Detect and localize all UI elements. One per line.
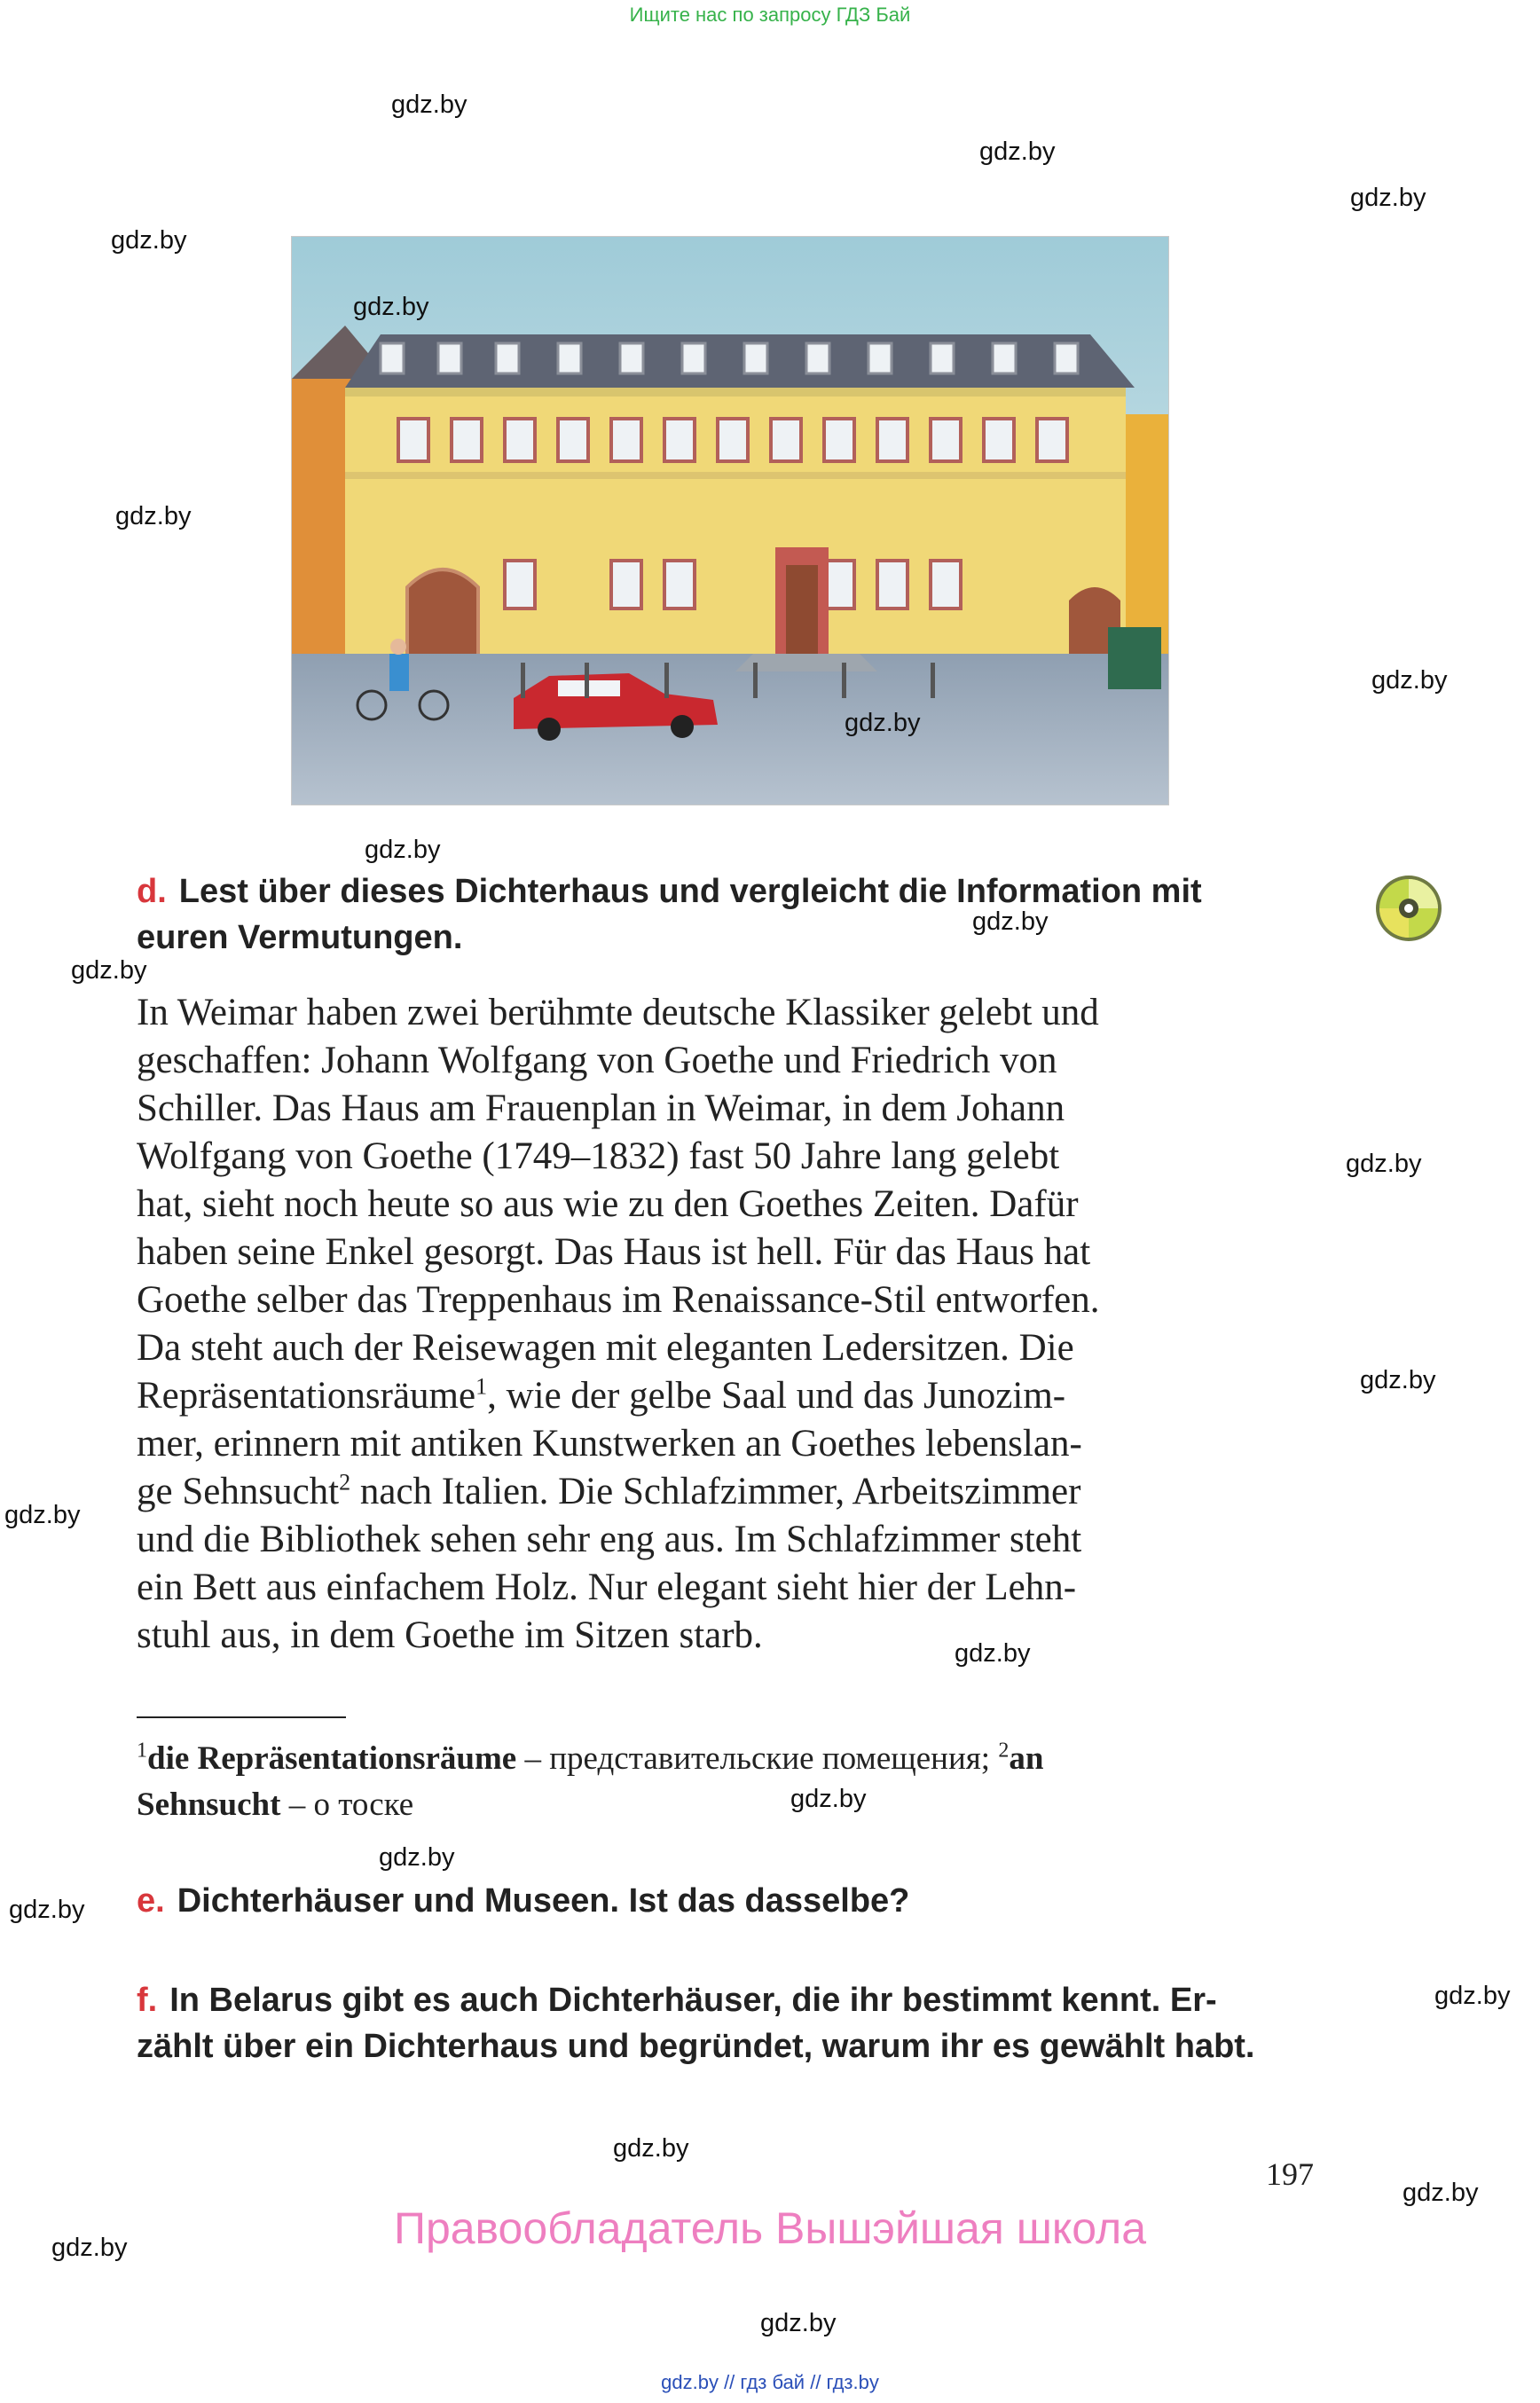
watermark: gdz.by (71, 956, 147, 985)
cd-icon[interactable] (1374, 874, 1443, 943)
watermark: gdz.by (1371, 666, 1448, 695)
watermark: gdz.by (1434, 1982, 1511, 2010)
text-line: stuhl aus, in dem Goethe im Sitzen starb. (137, 1614, 763, 1656)
footnote-term-2: an (1009, 1740, 1044, 1777)
watermark: gdz.by (4, 1501, 81, 1529)
footnote-ref-2: 2 (339, 1469, 351, 1496)
task-e (137, 1878, 1325, 1924)
top-banner[interactable]: Ищите нас по запросу ГДЗ Бай (629, 4, 911, 26)
task-d (137, 868, 1325, 961)
watermark: gdz.by (1346, 1150, 1422, 1178)
watermark: gdz.by (845, 709, 921, 737)
watermark: gdz.by (379, 1843, 455, 1872)
watermark: gdz.by (1360, 1366, 1436, 1394)
footer-links[interactable]: gdz.by // гдз бай // гдз.by (661, 2371, 879, 2393)
watermark: gdz.by (790, 1785, 867, 1813)
footnote-divider (137, 1716, 346, 1718)
watermark: gdz.by (760, 2309, 837, 2337)
watermark: gdz.by (972, 907, 1049, 936)
task-f (137, 1977, 1325, 2069)
watermark: gdz.by (1402, 2179, 1479, 2207)
watermark: gdz.by (391, 90, 468, 119)
task-d-line-1: Lest über dieses Dichterhaus und vergleicht die Information mit (178, 873, 1202, 910)
task-d-line-2: euren Vermutungen. (137, 919, 463, 956)
text-line: hat, sieht noch heute so aus wie zu den Goethes Zeiten. Dafür (137, 1183, 1079, 1225)
footnotes: $^1$die Repräsentationsräume – представительские помещения; $^2$an Sehnsucht – о тоске (137, 1739, 1044, 1823)
text-line: Wolfgang von Goethe (1749–1832) fast 50 Jahre lang gelebt (137, 1135, 1060, 1177)
task-f-line-2: zählt über ein Dichterhaus und begründet, warum ihr es gewählt habt. (137, 2028, 1255, 2065)
copyright-holder: Правообладатель Вышэйшая школа (394, 2203, 1146, 2253)
text-line: haben seine Enkel gesorgt. Das Haus ist hell. Für das Haus hat (137, 1231, 1091, 1273)
watermark: gdz.by (1350, 184, 1426, 212)
watermark: gdz.by (955, 1639, 1031, 1668)
task-d-letter: d. (137, 873, 167, 910)
watermark: gdz.by (353, 293, 429, 321)
text-line: mer, erinnern mit antiken Kunstwerken an Goethes lebenslan- (137, 1423, 1082, 1465)
watermark: gdz.by (365, 836, 441, 864)
watermark: gdz.by (979, 137, 1056, 166)
task-f-line-1: In Belarus gibt es auch Dichterhäuser, die ihr bestimmt kennt. Er- (169, 1982, 1217, 2019)
text-line: In Weimar haben zwei berühmte deutsche Klassiker gelebt und (137, 992, 1099, 1033)
footnote-term-1: die Repräsentationsräume (147, 1740, 517, 1777)
watermark: gdz.by (9, 1896, 85, 1924)
text-line: Goethe selber das Treppenhaus im Renaissance-Stil entworfen. (137, 1279, 1100, 1321)
watermark: gdz.by (613, 2134, 689, 2163)
task-f-letter: f. (137, 1982, 158, 2019)
page-number: 197 (1266, 2156, 1314, 2192)
text-line: ein Bett aus einfachem Holz. Nur elegant sieht hier der Lehn- (137, 1567, 1077, 1608)
footnote-ref-1: 1 (475, 1373, 488, 1400)
text-line: geschaffen: Johann Wolfgang von Goethe und Friedrich von (137, 1040, 1057, 1081)
watermark: gdz.by (51, 2234, 128, 2262)
text-line: und die Bibliothek sehen sehr eng aus. Im Schlafzimmer steht (137, 1519, 1082, 1560)
text-line: Repräsentationsräume$^1$, wie der gelbe Saal und das Junozim- (137, 1373, 1066, 1417)
task-e-text: Dichterhäuser und Museen. Ist das dasselbe? (177, 1882, 910, 1920)
task-e-letter: e. (137, 1882, 165, 1920)
watermark: gdz.by (115, 502, 192, 530)
watermark: gdz.by (111, 226, 187, 255)
text-line: Da steht auch der Reisewagen mit eleganten Ledersitzen. Die (137, 1327, 1074, 1369)
main-text (137, 989, 1322, 1660)
text-line: ge Sehnsucht$^2$ nach Italien. Die Schlafzimmer, Arbeitszimmer (137, 1469, 1081, 1512)
text-line: Schiller. Das Haus am Frauenplan in Weimar, in dem Johann (137, 1088, 1065, 1129)
